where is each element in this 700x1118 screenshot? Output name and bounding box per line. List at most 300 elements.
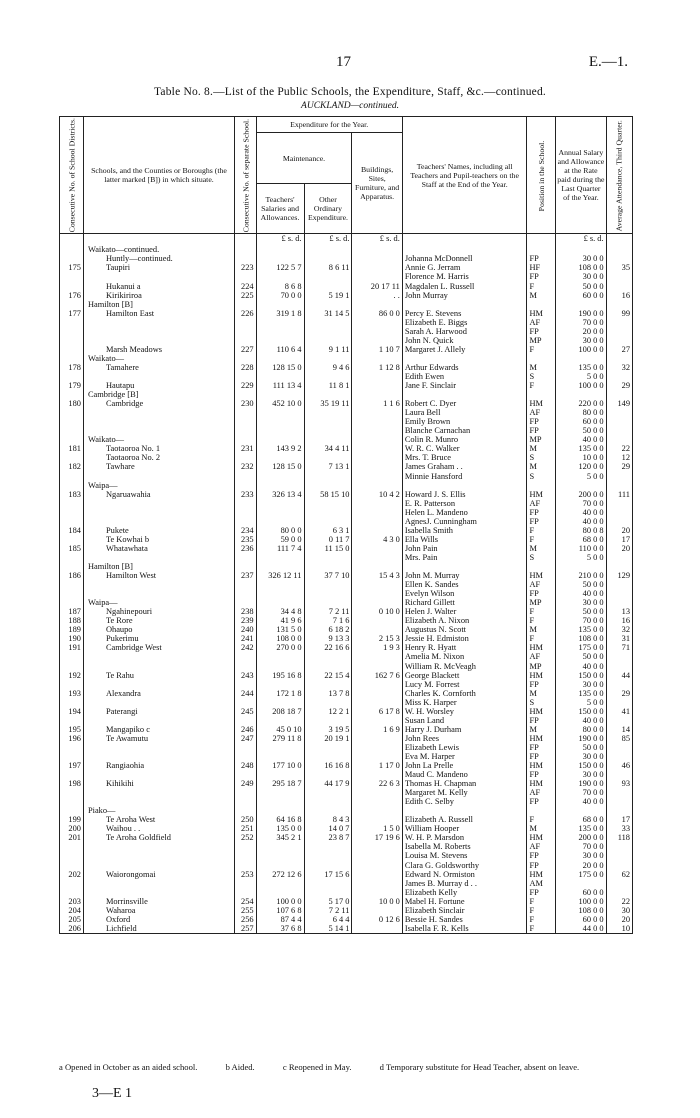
school-no: 241	[235, 634, 257, 643]
unit-row	[60, 234, 633, 245]
district-no	[60, 345, 84, 354]
district-no	[60, 453, 84, 462]
school-no	[235, 472, 257, 481]
district-no	[60, 553, 84, 562]
county-label: Piako—	[87, 806, 116, 816]
teachers-salaries	[256, 851, 304, 860]
salary: 60 0 0	[556, 915, 606, 924]
table-row	[60, 716, 633, 725]
school-label: Pukete	[105, 525, 129, 535]
teacher-name: AgnesJ. Cunningham	[402, 517, 527, 526]
school-name	[83, 770, 234, 779]
school-name	[83, 680, 234, 689]
school-no	[235, 453, 257, 462]
teacher-name: Lucy M. Forrest	[402, 680, 527, 689]
attendance: 46	[606, 761, 632, 770]
footnote-b: b Aided.	[225, 1062, 255, 1072]
teachers-salaries: 64 16 8	[256, 815, 304, 824]
county-label: Hamilton [B]	[87, 561, 133, 571]
table-row	[60, 372, 633, 381]
buildings	[352, 589, 402, 598]
buildings: 1 1 6	[352, 399, 402, 408]
district-no: 201	[60, 833, 84, 842]
position: AM	[527, 879, 556, 888]
teacher-name: Colin R. Munro	[402, 435, 527, 444]
salary: 40 0 0	[556, 797, 606, 806]
teachers-salaries	[256, 408, 304, 417]
teacher-name: W. H. P. Marsdon	[402, 833, 527, 842]
other-expenditure: 12 2 1	[304, 707, 352, 716]
school-no: 245	[235, 707, 257, 716]
school-no	[235, 861, 257, 870]
school-name	[83, 725, 234, 734]
table-row	[60, 888, 633, 897]
school-label: Marsh Meadows	[105, 344, 163, 354]
other-expenditure: 13 7 8	[304, 689, 352, 698]
school-label: Te Aroha West	[105, 815, 156, 825]
school-no: 244	[235, 689, 257, 698]
buildings: 1 17 0	[352, 761, 402, 770]
position: HF	[527, 263, 556, 272]
other-expenditure: 6 3 1	[304, 526, 352, 535]
teacher-name: Isabella Smith	[402, 526, 527, 535]
school-no	[235, 499, 257, 508]
school-name	[83, 571, 234, 580]
attendance	[606, 254, 632, 263]
other-expenditure	[304, 453, 352, 462]
teacher-name: Elizabeth Lewis	[402, 743, 527, 752]
teacher-name: John Rees	[402, 734, 527, 743]
attendance	[606, 553, 632, 562]
district-no	[60, 282, 84, 291]
district-no: 178	[60, 363, 84, 372]
school-no: 240	[235, 625, 257, 634]
teacher-name: W. R. C. Walker	[402, 444, 527, 453]
teachers-salaries: 135 0 0	[256, 824, 304, 833]
teacher-name: Ella Wills	[402, 535, 527, 544]
other-expenditure	[304, 499, 352, 508]
teacher-name: Emily Brown	[402, 417, 527, 426]
teachers-salaries	[256, 426, 304, 435]
table-row	[60, 553, 633, 562]
salary: 40 0 0	[556, 435, 606, 444]
position: FP	[527, 743, 556, 752]
attendance: 13	[606, 607, 632, 616]
buildings: 162 7 6	[352, 671, 402, 680]
school-name	[83, 851, 234, 860]
table-row	[60, 652, 633, 661]
school-name	[83, 616, 234, 625]
salary: 100 0 0	[556, 897, 606, 906]
district-no	[60, 481, 84, 490]
other-expenditure: 0 11 7	[304, 535, 352, 544]
teacher-name: Richard Gillett	[402, 598, 527, 607]
teacher-name: Isabella M. Roberts	[402, 842, 527, 851]
col-expenditure: Expenditure for the Year.	[256, 117, 402, 133]
other-expenditure	[304, 806, 352, 815]
school-label: Paterangi	[105, 706, 138, 716]
teachers-salaries	[256, 806, 304, 815]
district-no: 191	[60, 643, 84, 652]
district-no	[60, 797, 84, 806]
table-row	[60, 291, 633, 300]
school-no	[235, 300, 257, 309]
buildings: 1 10 7	[352, 345, 402, 354]
other-expenditure	[304, 435, 352, 444]
school-name	[83, 390, 234, 399]
position: HM	[527, 490, 556, 499]
teachers-salaries: 279 11 8	[256, 734, 304, 743]
district-no	[60, 752, 84, 761]
position	[527, 300, 556, 309]
school-no: 226	[235, 309, 257, 318]
school-name	[83, 779, 234, 788]
teacher-name: Helen L. Mandeno	[402, 508, 527, 517]
col-other-expenditure: Other Ordinary Expenditure.	[304, 184, 352, 234]
salary: 210 0 0	[556, 571, 606, 580]
salary: 70 0 0	[556, 842, 606, 851]
attendance: 129	[606, 571, 632, 580]
school-name	[83, 318, 234, 327]
school-label: Kirikiriroa	[105, 290, 142, 300]
school-label: Pukerimu	[105, 634, 139, 644]
school-name	[83, 263, 234, 272]
attendance: 99	[606, 309, 632, 318]
school-name	[83, 761, 234, 770]
teacher-name: Charles K. Cornforth	[402, 689, 527, 698]
position: F	[527, 815, 556, 824]
school-label: Te Aroha Goldfield	[105, 833, 171, 843]
teacher-name: Harry J. Durham	[402, 725, 527, 734]
salary: 60 0 0	[556, 291, 606, 300]
buildings	[352, 481, 402, 490]
other-expenditure: 5 14 1	[304, 924, 352, 934]
school-no	[235, 680, 257, 689]
district-no: 189	[60, 625, 84, 634]
school-no	[235, 716, 257, 725]
district-no	[60, 716, 84, 725]
signature-mark: 3—E 1	[92, 1086, 133, 1101]
table-row	[60, 897, 633, 906]
attendance	[606, 806, 632, 815]
teachers-salaries: 195 16 8	[256, 671, 304, 680]
salary: 30 0 0	[556, 272, 606, 281]
teacher-name: Jessie H. Edmiston	[402, 634, 527, 643]
school-no: 232	[235, 462, 257, 471]
school-name	[83, 788, 234, 797]
school-name	[83, 643, 234, 652]
buildings	[352, 770, 402, 779]
attendance: 17	[606, 815, 632, 824]
teachers-salaries	[256, 336, 304, 345]
table-row	[60, 906, 633, 915]
district-no	[60, 517, 84, 526]
school-no	[235, 652, 257, 661]
district-no	[60, 254, 84, 263]
county-label: Cambridge [B]	[87, 390, 139, 400]
table-row	[60, 426, 633, 435]
teachers-salaries: 295 18 7	[256, 779, 304, 788]
attendance: 41	[606, 707, 632, 716]
position: FP	[527, 417, 556, 426]
salary: 190 0 0	[556, 309, 606, 318]
school-name	[83, 327, 234, 336]
teacher-name: Margaret J. Allely	[402, 345, 527, 354]
district-no	[60, 788, 84, 797]
table-row	[60, 399, 633, 408]
teachers-salaries	[256, 417, 304, 426]
attendance	[606, 842, 632, 851]
teachers-salaries	[256, 662, 304, 671]
school-name	[83, 372, 234, 381]
salary: 30 0 0	[556, 770, 606, 779]
district-no: 185	[60, 544, 84, 553]
table-row	[60, 453, 633, 462]
school-no	[235, 553, 257, 562]
school-label: Te Kowhai b	[105, 534, 150, 544]
teachers-salaries: 80 0 0	[256, 526, 304, 535]
teachers-salaries: 143 9 2	[256, 444, 304, 453]
other-expenditure: 20 19 1	[304, 734, 352, 743]
school-name	[83, 444, 234, 453]
teachers-salaries: 111 7 4	[256, 544, 304, 553]
other-expenditure	[304, 743, 352, 752]
school-name	[83, 453, 234, 462]
teacher-name: Elizabeth A. Russell	[402, 815, 527, 824]
school-no	[235, 390, 257, 399]
teacher-name	[402, 481, 527, 490]
teachers-salaries: 37 6 8	[256, 924, 304, 934]
school-no: 235	[235, 535, 257, 544]
school-name	[83, 797, 234, 806]
table-row	[60, 363, 633, 372]
district-no	[60, 426, 84, 435]
district-no	[60, 851, 84, 860]
buildings	[352, 381, 402, 390]
table-row	[60, 815, 633, 824]
attendance	[606, 426, 632, 435]
school-no	[235, 318, 257, 327]
position: HM	[527, 671, 556, 680]
attendance	[606, 598, 632, 607]
school-no: 252	[235, 833, 257, 842]
attendance: 85	[606, 734, 632, 743]
district-no	[60, 336, 84, 345]
page-number: 17	[336, 54, 351, 70]
teachers-salaries	[256, 770, 304, 779]
teachers-salaries	[256, 788, 304, 797]
school-label: Mangapiko c	[105, 724, 150, 734]
teachers-salaries: 122 5 7	[256, 263, 304, 272]
teacher-name: Amelia M. Nixon	[402, 652, 527, 661]
school-no	[235, 743, 257, 752]
school-name	[83, 861, 234, 870]
district-no: 192	[60, 671, 84, 680]
other-expenditure: 5 17 0	[304, 897, 352, 906]
position: MP	[527, 435, 556, 444]
school-label: Rangiaohia	[105, 761, 145, 771]
school-no	[235, 788, 257, 797]
teachers-salaries: 8 6 8	[256, 282, 304, 291]
teacher-name: Louisa M. Stevens	[402, 851, 527, 860]
salary: 50 0 0	[556, 426, 606, 435]
other-expenditure	[304, 481, 352, 490]
position: MP	[527, 598, 556, 607]
other-expenditure	[304, 244, 352, 254]
teachers-salaries: 45 0 10	[256, 725, 304, 734]
other-expenditure: 8 6 11	[304, 263, 352, 272]
county-label: Hamilton [B]	[87, 299, 133, 309]
teachers-salaries	[256, 453, 304, 462]
school-no	[235, 698, 257, 707]
school-name	[83, 824, 234, 833]
other-expenditure: 16 16 8	[304, 761, 352, 770]
school-name	[83, 562, 234, 571]
buildings	[352, 698, 402, 707]
district-no	[60, 562, 84, 571]
teacher-name: Mrs. T. Bruce	[402, 453, 527, 462]
attendance: 16	[606, 616, 632, 625]
salary: 44 0 0	[556, 924, 606, 934]
other-expenditure	[304, 553, 352, 562]
position: S	[527, 472, 556, 481]
other-expenditure	[304, 408, 352, 417]
table-row	[60, 806, 633, 815]
attendance	[606, 354, 632, 363]
buildings	[352, 842, 402, 851]
salary: 150 0 0	[556, 761, 606, 770]
other-expenditure: 34 4 11	[304, 444, 352, 453]
attendance: 33	[606, 824, 632, 833]
table-row	[60, 517, 633, 526]
teacher-name: Augustus N. Scott	[402, 625, 527, 634]
buildings	[352, 444, 402, 453]
teacher-name: Eva M. Harper	[402, 752, 527, 761]
unit-oe: £ s. d.	[304, 234, 352, 245]
teacher-name: Magdalen L. Russell	[402, 282, 527, 291]
school-no: 233	[235, 490, 257, 499]
position	[527, 562, 556, 571]
attendance	[606, 472, 632, 481]
buildings	[352, 680, 402, 689]
salary: 135 0 0	[556, 444, 606, 453]
teacher-name: Johanna McDonnell	[402, 254, 527, 263]
school-no: 246	[235, 725, 257, 734]
table-row	[60, 698, 633, 707]
other-expenditure	[304, 752, 352, 761]
school-no	[235, 336, 257, 345]
other-expenditure: 44 17 9	[304, 779, 352, 788]
attendance: 29	[606, 381, 632, 390]
buildings: 4 3 0	[352, 535, 402, 544]
county-label: Waikato—	[87, 435, 125, 445]
salary: 135 0 0	[556, 625, 606, 634]
other-expenditure	[304, 861, 352, 870]
school-no: 229	[235, 381, 257, 390]
table-row	[60, 462, 633, 471]
district-no: 199	[60, 815, 84, 824]
salary: 50 0 0	[556, 743, 606, 752]
district-no	[60, 435, 84, 444]
attendance: 12	[606, 453, 632, 462]
teachers-salaries: 128 15 0	[256, 363, 304, 372]
school-label: Alexandra	[105, 688, 141, 698]
table-row	[60, 435, 633, 444]
other-expenditure	[304, 879, 352, 888]
teachers-salaries	[256, 472, 304, 481]
teacher-name	[402, 806, 527, 815]
attendance: 32	[606, 625, 632, 634]
teachers-salaries	[256, 562, 304, 571]
school-name	[83, 254, 234, 263]
buildings	[352, 879, 402, 888]
table-row	[60, 761, 633, 770]
buildings	[352, 861, 402, 870]
position: HM	[527, 643, 556, 652]
other-expenditure: 35 19 11	[304, 399, 352, 408]
district-no: 194	[60, 707, 84, 716]
table-row	[60, 254, 633, 263]
teachers-salaries	[256, 842, 304, 851]
salary: 50 0 0	[556, 652, 606, 661]
county-label: Waipa—	[87, 480, 118, 490]
table-row	[60, 535, 633, 544]
attendance	[606, 698, 632, 707]
attendance: 29	[606, 462, 632, 471]
district-no	[60, 888, 84, 897]
table-row	[60, 671, 633, 680]
school-name	[83, 282, 234, 291]
attendance: 27	[606, 345, 632, 354]
district-no: 190	[60, 634, 84, 643]
school-name	[83, 833, 234, 842]
other-expenditure	[304, 318, 352, 327]
school-name	[83, 408, 234, 417]
teachers-salaries	[256, 327, 304, 336]
teachers-salaries	[256, 680, 304, 689]
teacher-name: Howard J. S. Ellis	[402, 490, 527, 499]
position: F	[527, 616, 556, 625]
table-subtitle: AUCKLAND—continued.	[301, 101, 399, 111]
other-expenditure	[304, 390, 352, 399]
school-label: Lichfield	[105, 923, 137, 933]
other-expenditure: 9 1 11	[304, 345, 352, 354]
teachers-salaries: 326 13 4	[256, 490, 304, 499]
position: HM	[527, 761, 556, 770]
salary	[556, 244, 606, 254]
teacher-name: Florence M. Harris	[402, 272, 527, 281]
buildings	[352, 453, 402, 462]
salary: 50 0 0	[556, 607, 606, 616]
other-expenditure: 14 0 7	[304, 824, 352, 833]
school-name	[83, 472, 234, 481]
school-name	[83, 716, 234, 725]
table-row	[60, 824, 633, 833]
school-no	[235, 879, 257, 888]
other-expenditure: 23 8 7	[304, 833, 352, 842]
col-school-no: Consecutive No. of separate School.	[235, 117, 257, 234]
table-row	[60, 743, 633, 752]
teacher-name: Evelyn Wilson	[402, 589, 527, 598]
county-label: Waikato—continued.	[87, 245, 160, 255]
other-expenditure	[304, 797, 352, 806]
teachers-salaries	[256, 499, 304, 508]
salary: 200 0 0	[556, 490, 606, 499]
school-no: 223	[235, 263, 257, 272]
other-expenditure: 6 4 4	[304, 915, 352, 924]
footnote-c: c Reopened in May.	[282, 1062, 352, 1072]
teacher-name: Edith C. Selby	[402, 797, 527, 806]
